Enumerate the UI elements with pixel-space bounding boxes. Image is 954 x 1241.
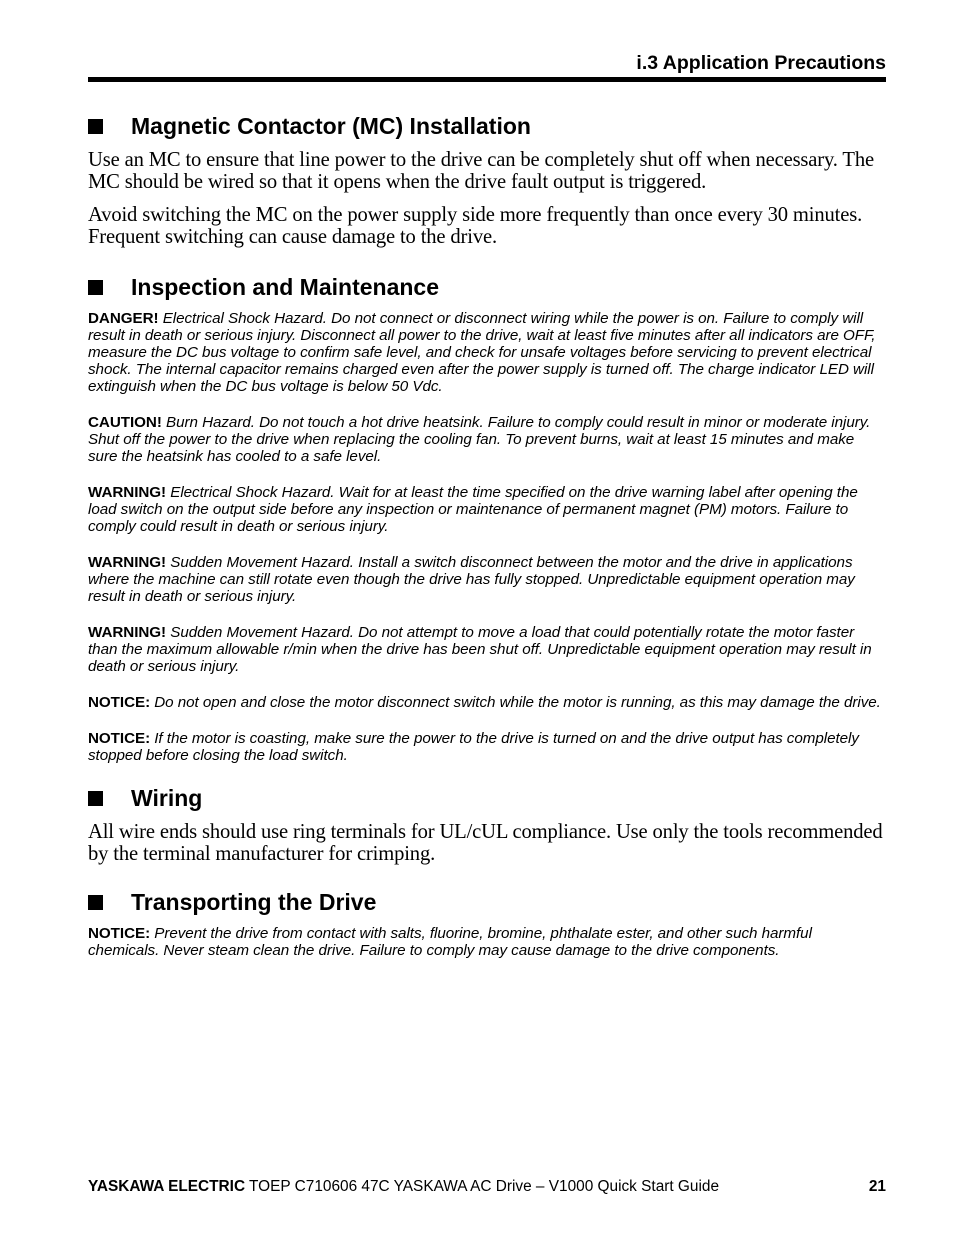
notice-text: Electrical Shock Hazard. Wait for at least the time specified on the drive warning label after opening the load switch on the output side before any inspection or maintenance of permanent magnet (PM) motors. Failure to comply could result in death or serious injury. [88, 484, 858, 535]
square-bullet-icon [88, 895, 103, 910]
section-heading [88, 272, 886, 302]
notice-label: WARNING! [88, 484, 167, 501]
section-heading [88, 887, 886, 917]
square-bullet-icon [88, 119, 103, 134]
notice [88, 925, 886, 959]
section-heading-text: Wiring [131, 785, 203, 811]
body-paragraph: All wire ends should use ring terminals for UL/cUL compliance. Use only the tools recommended by the terminal manufacturer for crimping. [88, 821, 883, 865]
page-content [88, 111, 886, 978]
section-heading [88, 783, 886, 813]
notice-label: DANGER! [88, 310, 159, 327]
section-heading-text: Transporting the Drive [131, 889, 377, 915]
notice-label: NOTICE: [88, 925, 151, 942]
notice-text: Sudden Movement Hazard. Do not attempt to move a load that could potentially rotate the motor faster than the maximum allowable r/min when the drive has been shut off. Unpredictable equipment operation may result in death or serious injury. [88, 624, 872, 675]
footer-doc-info [88, 1178, 719, 1196]
danger-notice [88, 310, 886, 395]
warning-notice [88, 484, 886, 535]
notice-label: WARNING! [88, 554, 167, 571]
running-header: i.3 Application Precautions [636, 52, 886, 74]
section-transporting [88, 887, 886, 959]
notice-text: Do not open and close the motor disconnect switch while the motor is running, as this may damage the drive. [154, 694, 881, 711]
notice-text: If the motor is coasting, make sure the power to the drive is turned on and the drive output has completely stopped before closing the load switch. [88, 730, 859, 764]
square-bullet-icon [88, 791, 103, 806]
page-number: 21 [868, 1178, 886, 1195]
warning-notice [88, 624, 886, 675]
section-heading [88, 111, 886, 141]
notice-text: Burn Hazard. Do not touch a hot drive heatsink. Failure to comply could result in minor or moderate injury. Shut off the power to the drive when replacing the cooling fan. To prevent burns, wait at least 15 minutes and make sure the heatsink has cooled to a safe level. [88, 414, 871, 465]
notice [88, 694, 886, 711]
notice-text: Sudden Movement Hazard. Install a switch disconnect between the motor and the drive in applications where the machine can still rotate even though the drive has fully stopped. Unpredictable equipment operation may result in death or serious injury. [88, 554, 855, 605]
footer-doc-title: TOEP C710606 47C YASKAWA AC Drive – V1000 Quick Start Guide [245, 1178, 719, 1195]
body-paragraph: Avoid switching the MC on the power supply side more frequently than once every 30 minutes. Frequent switching can cause damage to the drive. [88, 204, 863, 248]
notice-text: Prevent the drive from contact with salts, fluorine, bromine, phthalate ester, and other such harmful chemicals. Never steam clean the drive. Failure to comply may cause damage to the drive components. [88, 925, 812, 959]
notice-label: WARNING! [88, 624, 167, 641]
section-heading-text: Inspection and Maintenance [131, 274, 439, 300]
footer-brand: YASKAWA ELECTRIC [88, 1178, 246, 1195]
square-bullet-icon [88, 280, 103, 295]
notice-label: NOTICE: [88, 694, 151, 711]
notice-label: NOTICE: [88, 730, 151, 747]
caution-notice [88, 414, 886, 465]
notice-text: Electrical Shock Hazard. Do not connect or disconnect wiring while the power is on. Failure to comply will result in death or serious injury. Disconnect all power to the drive, wait at least five minutes after all indicators are OFF, measure the DC bus voltage to confirm safe level, and check for unsafe voltages before servicing to prevent electrical shock. The internal capacitor remains charged even after the power supply is turned off. The charge indicator LED will extinguish when the DC bus voltage is below 50 Vdc. [88, 310, 876, 395]
section-inspection-maintenance [88, 272, 886, 764]
notice [88, 730, 886, 764]
section-mc-installation [88, 111, 886, 248]
warning-notice [88, 554, 886, 605]
section-heading-text: Magnetic Contactor (MC) Installation [131, 113, 531, 139]
header-rule [88, 77, 886, 82]
body-paragraph: Use an MC to ensure that line power to the drive can be completely shut off when necessary. The MC should be wired so that it opens when the drive fault output is triggered. [88, 149, 875, 193]
page-footer [88, 1178, 886, 1196]
notice-label: CAUTION! [88, 414, 162, 431]
section-wiring [88, 783, 886, 865]
